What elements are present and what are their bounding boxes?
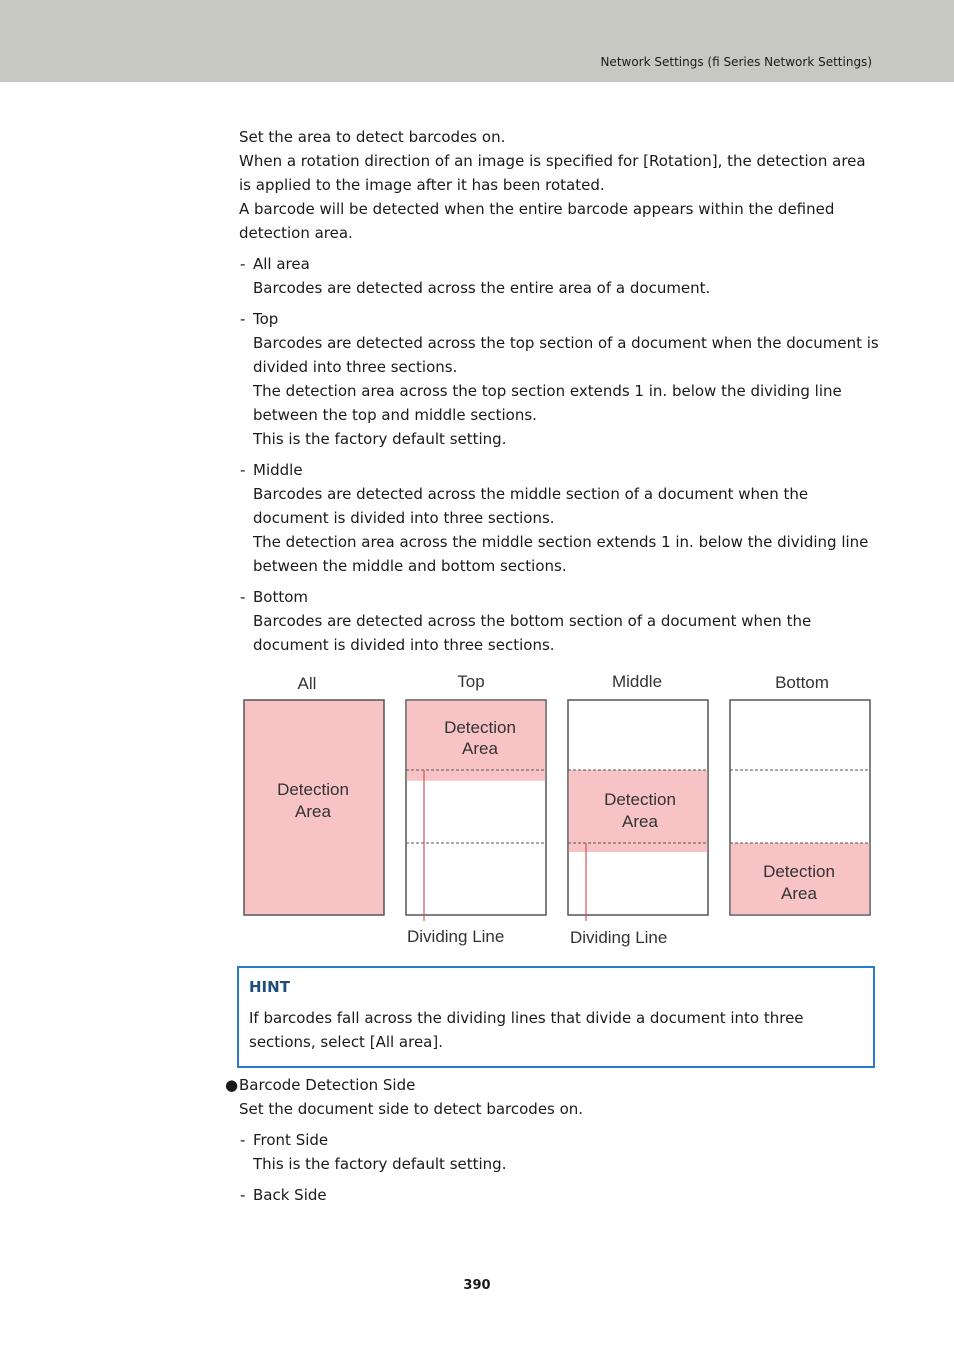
- intro-line: is applied to the image after it has been rotated.: [239, 176, 605, 194]
- dash-marker: -: [240, 255, 246, 273]
- option-label: Bottom: [253, 588, 309, 606]
- section-heading-text: Barcode Detection Side: [239, 1076, 416, 1094]
- option-front-side: [239, 1128, 885, 1176]
- diagram-svg: [239, 665, 879, 955]
- option-text: between the top and middle sections.: [253, 406, 537, 424]
- detection-area-section: [239, 125, 879, 657]
- hint-line: If barcodes fall across the dividing lines that divide a document into three: [249, 1009, 804, 1027]
- option-text: Barcodes are detected across the middle section of a document when the: [253, 485, 809, 503]
- option-text: divided into three sections.: [253, 358, 458, 376]
- hint-title: HINT: [249, 978, 290, 996]
- option-text: Barcodes are detected across the bottom section of a document when the: [253, 612, 812, 630]
- hint-box: [237, 966, 875, 1068]
- option-text: The detection area across the top section extends 1 in. below the dividing line: [253, 382, 842, 400]
- intro-line: A barcode will be detected when the entire barcode appears within the defined: [239, 200, 835, 218]
- section-description: Set the document side to detect barcodes on.: [239, 1100, 584, 1118]
- dash-marker: -: [240, 1186, 246, 1204]
- area-label-line2: Area: [622, 812, 658, 831]
- dash-marker: -: [240, 461, 246, 479]
- page-header: [0, 0, 954, 82]
- dash-marker: -: [240, 1131, 246, 1149]
- bullet-icon: ●: [225, 1076, 239, 1094]
- option-back-side: [239, 1183, 885, 1207]
- diagram-title-all: All: [297, 674, 317, 693]
- hint-text: [249, 1006, 804, 1054]
- diagram-title-top: Top: [457, 672, 485, 691]
- diagram-title-bottom: Bottom: [775, 673, 829, 692]
- area-label-line2: Area: [462, 739, 498, 758]
- option-label: Back Side: [253, 1186, 327, 1204]
- option-middle: [239, 458, 879, 578]
- option-text: document is divided into three sections.: [253, 509, 555, 527]
- option-text: The detection area across the middle section extends 1 in. below the dividing line: [253, 533, 869, 551]
- option-label: All area: [253, 255, 310, 273]
- option-bottom: [239, 585, 879, 657]
- intro-line: When a rotation direction of an image is specified for [Rotation], the detection area: [239, 152, 866, 170]
- area-label-line1: Detection: [604, 790, 676, 809]
- dividing-line-label: Dividing Line: [570, 928, 668, 947]
- area-label-line1: Detection: [277, 780, 349, 799]
- dash-marker: -: [240, 588, 246, 606]
- header-title: Network Settings (fi Series Network Settings): [600, 55, 872, 69]
- option-label: Top: [253, 310, 279, 328]
- intro-line: Set the area to detect barcodes on.: [239, 128, 506, 146]
- option-all-area: [239, 252, 879, 300]
- option-text: This is the factory default setting.: [253, 1155, 507, 1173]
- detection-area-diagram: [239, 665, 879, 955]
- area-label-line2: Area: [295, 802, 331, 821]
- section-heading: [225, 1073, 885, 1097]
- option-text: This is the factory default setting.: [253, 430, 507, 448]
- dividing-line-label: Dividing Line: [407, 927, 505, 946]
- area-label-line1: Detection: [763, 862, 835, 881]
- option-text: Barcodes are detected across the top section of a document when the document is: [253, 334, 879, 352]
- middle-detection-area: [569, 770, 708, 852]
- hint-line: sections, select [All area].: [249, 1033, 443, 1051]
- option-label: Middle: [253, 461, 303, 479]
- area-label-line1: Detection: [444, 718, 516, 737]
- option-label: Front Side: [253, 1131, 329, 1149]
- option-text: Barcodes are detected across the entire area of a document.: [253, 279, 711, 297]
- option-text: document is divided into three sections.: [253, 636, 555, 654]
- option-text: between the middle and bottom sections.: [253, 557, 567, 575]
- diagram-title-middle: Middle: [611, 672, 663, 691]
- dash-marker: -: [240, 310, 246, 328]
- intro-line: detection area.: [239, 224, 353, 242]
- area-label-line2: Area: [781, 884, 817, 903]
- option-top: [239, 307, 879, 451]
- page-number: 390: [463, 1278, 491, 1293]
- barcode-detection-side-section: [225, 1073, 885, 1207]
